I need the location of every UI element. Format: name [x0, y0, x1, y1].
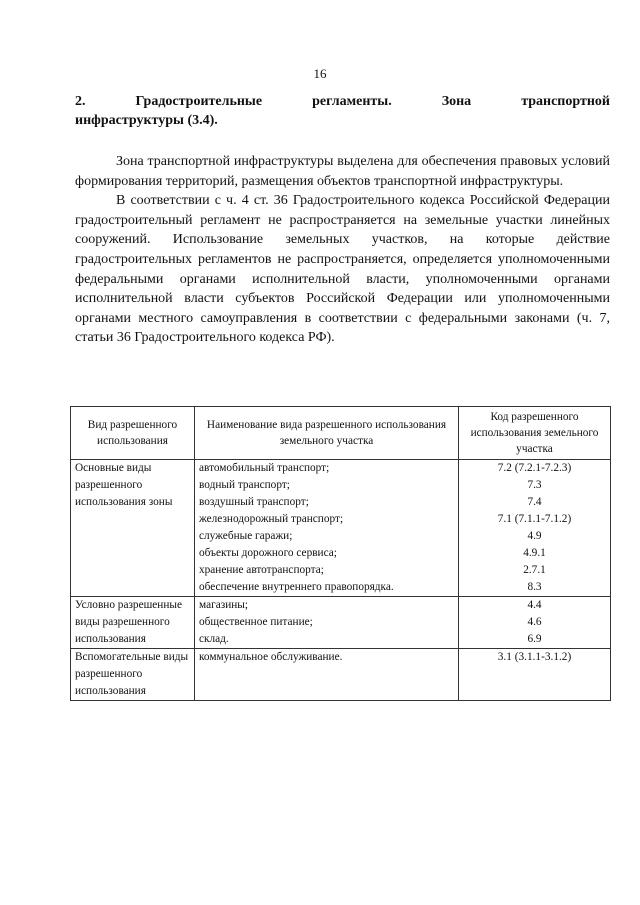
use-code: 4.6 — [527, 616, 542, 628]
header-use-type: Вид разрешенного использования — [71, 407, 195, 460]
use-codes-cell — [459, 649, 611, 701]
use-code: 4.4 — [527, 599, 542, 611]
section-heading-line-2: инфраструктуры (3.4). — [75, 113, 218, 128]
use-names-cell — [195, 649, 459, 701]
use-names-cell — [195, 460, 459, 597]
use-name: магазины; — [199, 599, 249, 611]
use-name: железнодорожный транспорт; — [199, 513, 344, 525]
paragraph: В соответствии с ч. 4 ст. 36 Градостроительного кодекса Российской Федерации градостроительный регламент не распространяется на земельные участки линейных сооружений. Использование земельных участков, на которые действие градостроительных регламентов не распространяется, определяется уполномоченными федеральными органами исполнительной власти, уполномоченными органами исполнительной власти субъектов Российской Федерации или уполномоченными органами местного самоуправления в соответствии с федеральными законами (ч. 7, статьи 36 Градостроительного кодекса РФ). — [75, 193, 610, 346]
use-code: 7.4 — [527, 496, 542, 508]
use-code: 7.2 (7.2.1-7.2.3) — [497, 462, 572, 474]
use-name: общественное питание; — [199, 616, 313, 628]
use-name: объекты дорожного сервиса; — [199, 547, 337, 559]
use-code: 2.7.1 — [523, 564, 546, 576]
use-name: коммунальное обслуживание. — [199, 651, 343, 663]
permitted-use-table — [70, 406, 611, 701]
use-code: 4.9.1 — [523, 547, 546, 559]
section-heading-line-1: 2. Градостроительные регламенты. Зона транспортной — [75, 94, 610, 109]
page-number: 16 — [313, 66, 327, 81]
use-name: воздушный транспорт; — [199, 496, 309, 508]
use-code: 7.1 (7.1.1-7.1.2) — [497, 513, 572, 525]
use-name: служебные гаражи; — [199, 530, 293, 542]
use-name: обеспечение внутреннего правопорядка. — [199, 581, 394, 593]
use-codes-cell — [459, 460, 611, 597]
category-cell: Условно разрешенные виды разрешенного использования — [71, 597, 195, 649]
use-name: склад. — [199, 633, 229, 645]
body-text — [75, 152, 610, 348]
use-name: хранение автотранспорта; — [199, 564, 324, 576]
paragraph: Зона транспортной инфраструктуры выделена для обеспечения правовых условий формирования территорий, размещения объектов транспортной инфраструктуры. — [75, 154, 610, 189]
use-name: автомобильный транспорт; — [199, 462, 330, 474]
use-code: 7.3 — [527, 479, 542, 491]
use-name: водный транспорт; — [199, 479, 290, 491]
table-row — [71, 649, 611, 701]
header-use-code: Код разрешенного использования земельного участка — [459, 407, 611, 460]
use-code: 8.3 — [527, 581, 542, 593]
table-header-row — [71, 407, 611, 460]
use-code: 6.9 — [527, 633, 542, 645]
use-code: 4.9 — [527, 530, 542, 542]
section-heading — [75, 92, 610, 130]
category-cell: Вспомогательные виды разрешенного использования — [71, 649, 195, 701]
use-codes-cell — [459, 597, 611, 649]
table-row — [71, 460, 611, 597]
category-cell: Основные виды разрешенного использования зоны — [71, 460, 195, 597]
use-code: 3.1 (3.1.1-3.1.2) — [497, 651, 572, 663]
header-use-name: Наименование вида разрешенного использования земельного участка — [195, 407, 459, 460]
table-row — [71, 597, 611, 649]
use-names-cell — [195, 597, 459, 649]
